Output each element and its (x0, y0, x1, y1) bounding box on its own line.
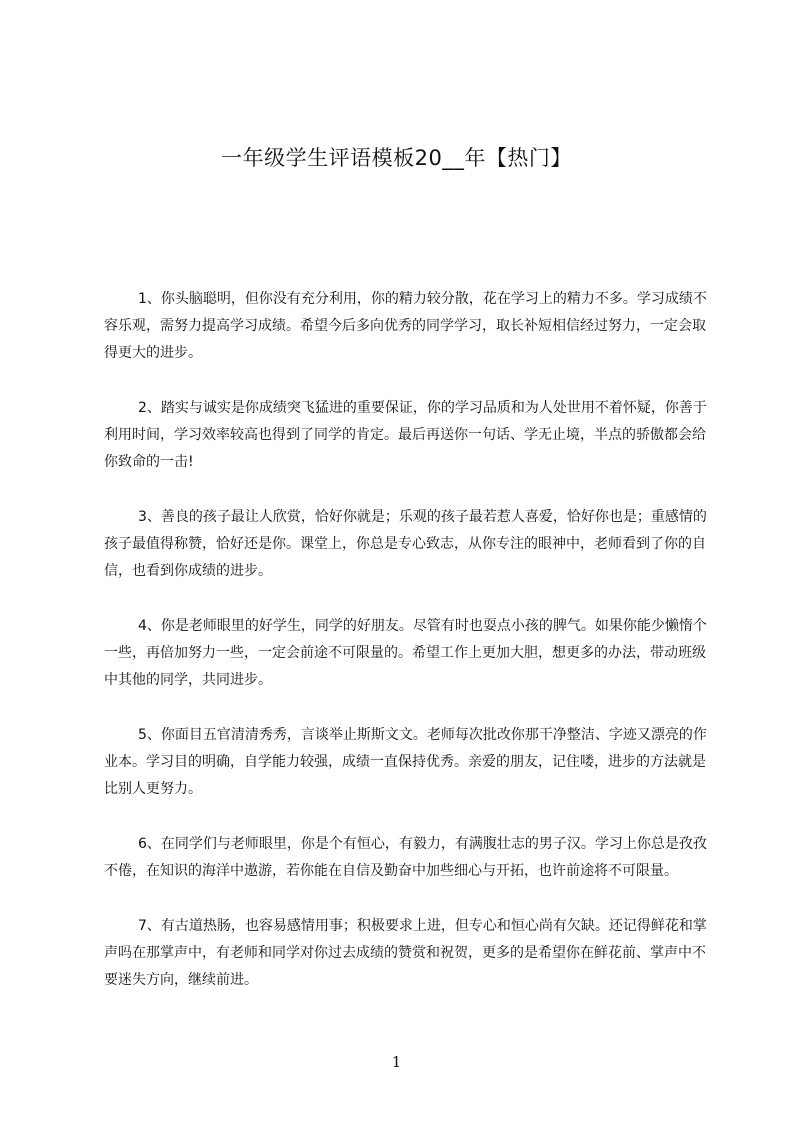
comment-paragraph-4: 4、你是老师眼里的好学生，同学的好朋友。尽管有时也耍点小孩的脾气。如果你能少懒惰个一些，再倍加努力一些，一定会前途不可限量的。希望工作上更加大胆，想更多的办法，带动班级中其他的同学，共同进步。 (104, 618, 707, 688)
document-body (104, 286, 719, 1022)
comment-paragraph-2: 2、踏实与诚实是你成绩突飞猛进的重要保证，你的学习品质和为人处世用不着怀疑，你善于利用时间，学习效率较高也得到了同学的肯定。最后再送你一句话、学无止境，半点的骄傲都会给你致命的一击! (104, 400, 707, 470)
document-title: 一年级学生评语模板20__年【热门】 (221, 146, 572, 170)
comment-paragraph-1: 1、你头脑聪明，但你没有充分利用，你的精力较分散，花在学习上的精力不多。学习成绩不容乐观，需努力提高学习成绩。希望今后多向优秀的同学学习，取长补短相信经过努力，一定会取得更大的进步。 (104, 291, 707, 361)
comment-paragraph-6: 6、在同学们与老师眼里，你是个有恒心，有毅力，有满腹壮志的男子汉。学习上你总是孜孜不倦，在知识的海洋中遨游，若你能在自信及勤奋中加些细心与开拓，也许前途将不可限量。 (104, 836, 707, 879)
comment-paragraph-5: 5、你面目五官清清秀秀，言谈举止斯斯文文。老师每次批改你那干净整洁、字迹又漂亮的作业本。学习目的明确，自学能力较强，成绩一直保持优秀。亲爱的朋友，记住喽，进步的方法就是比别人更努力。 (104, 727, 707, 797)
comment-paragraph-7: 7、有古道热肠，也容易感情用事；积极要求上进，但专心和恒心尚有欠缺。还记得鲜花和掌声吗在那掌声中，有老师和同学对你过去成绩的赞赏和祝贺，更多的是希望你在鲜花前、掌声中不要迷失方向，继续前进。 (104, 918, 707, 988)
comment-paragraph-3: 3、善良的孩子最让人欣赏，恰好你就是；乐观的孩子最若惹人喜爱，恰好你也是；重感情的孩子最值得称赞，恰好还是你。课堂上，你总是专心致志，从你专注的眼神中，老师看到了你的自信，也看到你成绩的进步。 (104, 509, 707, 579)
page-number: 1 (391, 1053, 402, 1071)
